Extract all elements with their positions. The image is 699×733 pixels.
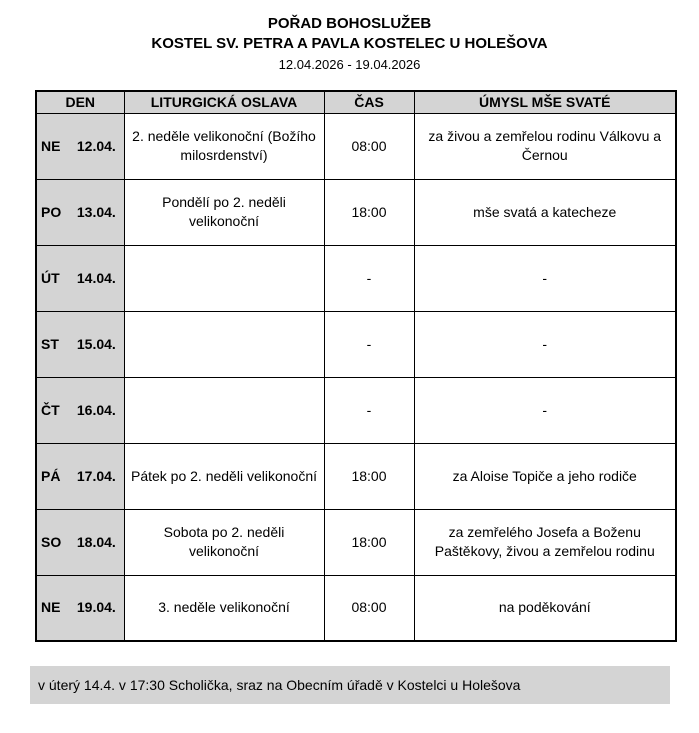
- day-cell: [36, 179, 124, 245]
- time-cell: -: [324, 377, 414, 443]
- column-header-cas: ČAS: [324, 91, 414, 113]
- day-date: 17.04.: [76, 467, 116, 484]
- page-subtitle: KOSTEL SV. PETRA A PAVLA KOSTELEC U HOLEŠOVA: [151, 35, 548, 52]
- day-abbr: SO: [41, 533, 62, 550]
- footer-note: v úterý 14.4. v 17:30 Scholička, sraz na Obecním úřadě v Kostelci u Holešova: [30, 666, 670, 704]
- day-abbr: NE: [41, 599, 61, 616]
- schedule-table: [35, 90, 677, 642]
- day-date: 13.04.: [76, 203, 116, 220]
- table-row: [36, 179, 676, 245]
- day-date: 18.04.: [76, 533, 116, 550]
- intention-cell: za Aloise Topiče a jeho rodiče: [414, 443, 676, 509]
- table-row: [36, 245, 676, 311]
- date-range: 12.04.2026 - 19.04.2026: [278, 57, 421, 72]
- day-cell: [36, 311, 124, 377]
- day-date: 14.04.: [76, 269, 116, 286]
- celebration-cell: [124, 377, 324, 443]
- day-cell: [36, 509, 124, 575]
- intention-cell: -: [414, 311, 676, 377]
- table-row: [36, 113, 676, 179]
- day-cell: [36, 575, 124, 641]
- intention-cell: za živou a zemřelou rodinu Válkovu a Černou: [414, 113, 676, 179]
- celebration-cell: 3. neděle velikonoční: [124, 575, 324, 641]
- time-cell: -: [324, 311, 414, 377]
- day-date: 19.04.: [76, 599, 116, 616]
- day-date: 16.04.: [76, 401, 116, 418]
- time-cell: 18:00: [324, 443, 414, 509]
- day-cell: [36, 377, 124, 443]
- table-row: [36, 575, 676, 641]
- intention-cell: za zemřelého Josefa a Boženu Paštěkovy, živou a zemřelou rodinu: [414, 509, 676, 575]
- celebration-cell: [124, 311, 324, 377]
- celebration-cell: Sobota po 2. neděli velikonoční: [124, 509, 324, 575]
- page-title: POŘAD BOHOSLUŽEB: [267, 15, 432, 32]
- day-abbr: PÁ: [41, 467, 61, 484]
- day-abbr: NE: [41, 137, 61, 154]
- day-abbr: PO: [41, 203, 62, 220]
- day-cell: [36, 113, 124, 179]
- column-header-den: DEN: [36, 91, 124, 113]
- intention-cell: mše svatá a katecheze: [414, 179, 676, 245]
- celebration-cell: Pondělí po 2. neděli velikonoční: [124, 179, 324, 245]
- document-header: [0, 14, 699, 74]
- table-header-row: [36, 91, 676, 113]
- day-date: 15.04.: [76, 335, 116, 352]
- day-cell: [36, 443, 124, 509]
- table-row: [36, 311, 676, 377]
- intention-cell: -: [414, 245, 676, 311]
- time-cell: 18:00: [324, 179, 414, 245]
- celebration-cell: 2. neděle velikonoční (Božího milosrdenství): [124, 113, 324, 179]
- column-header-liturgicka-oslava: LITURGICKÁ OSLAVA: [124, 91, 324, 113]
- table-row: [36, 377, 676, 443]
- day-abbr: ÚT: [41, 269, 60, 286]
- table-row: [36, 443, 676, 509]
- time-cell: -: [324, 245, 414, 311]
- time-cell: 08:00: [324, 575, 414, 641]
- table-row: [36, 509, 676, 575]
- time-cell: 08:00: [324, 113, 414, 179]
- celebration-cell: [124, 245, 324, 311]
- day-cell: [36, 245, 124, 311]
- celebration-cell: Pátek po 2. neděli velikonoční: [124, 443, 324, 509]
- column-header-umysl: ÚMYSL MŠE SVATÉ: [414, 91, 676, 113]
- intention-cell: -: [414, 377, 676, 443]
- day-abbr: ST: [41, 335, 59, 352]
- time-cell: 18:00: [324, 509, 414, 575]
- day-date: 12.04.: [76, 137, 116, 154]
- intention-cell: na poděkování: [414, 575, 676, 641]
- day-abbr: ČT: [41, 401, 60, 418]
